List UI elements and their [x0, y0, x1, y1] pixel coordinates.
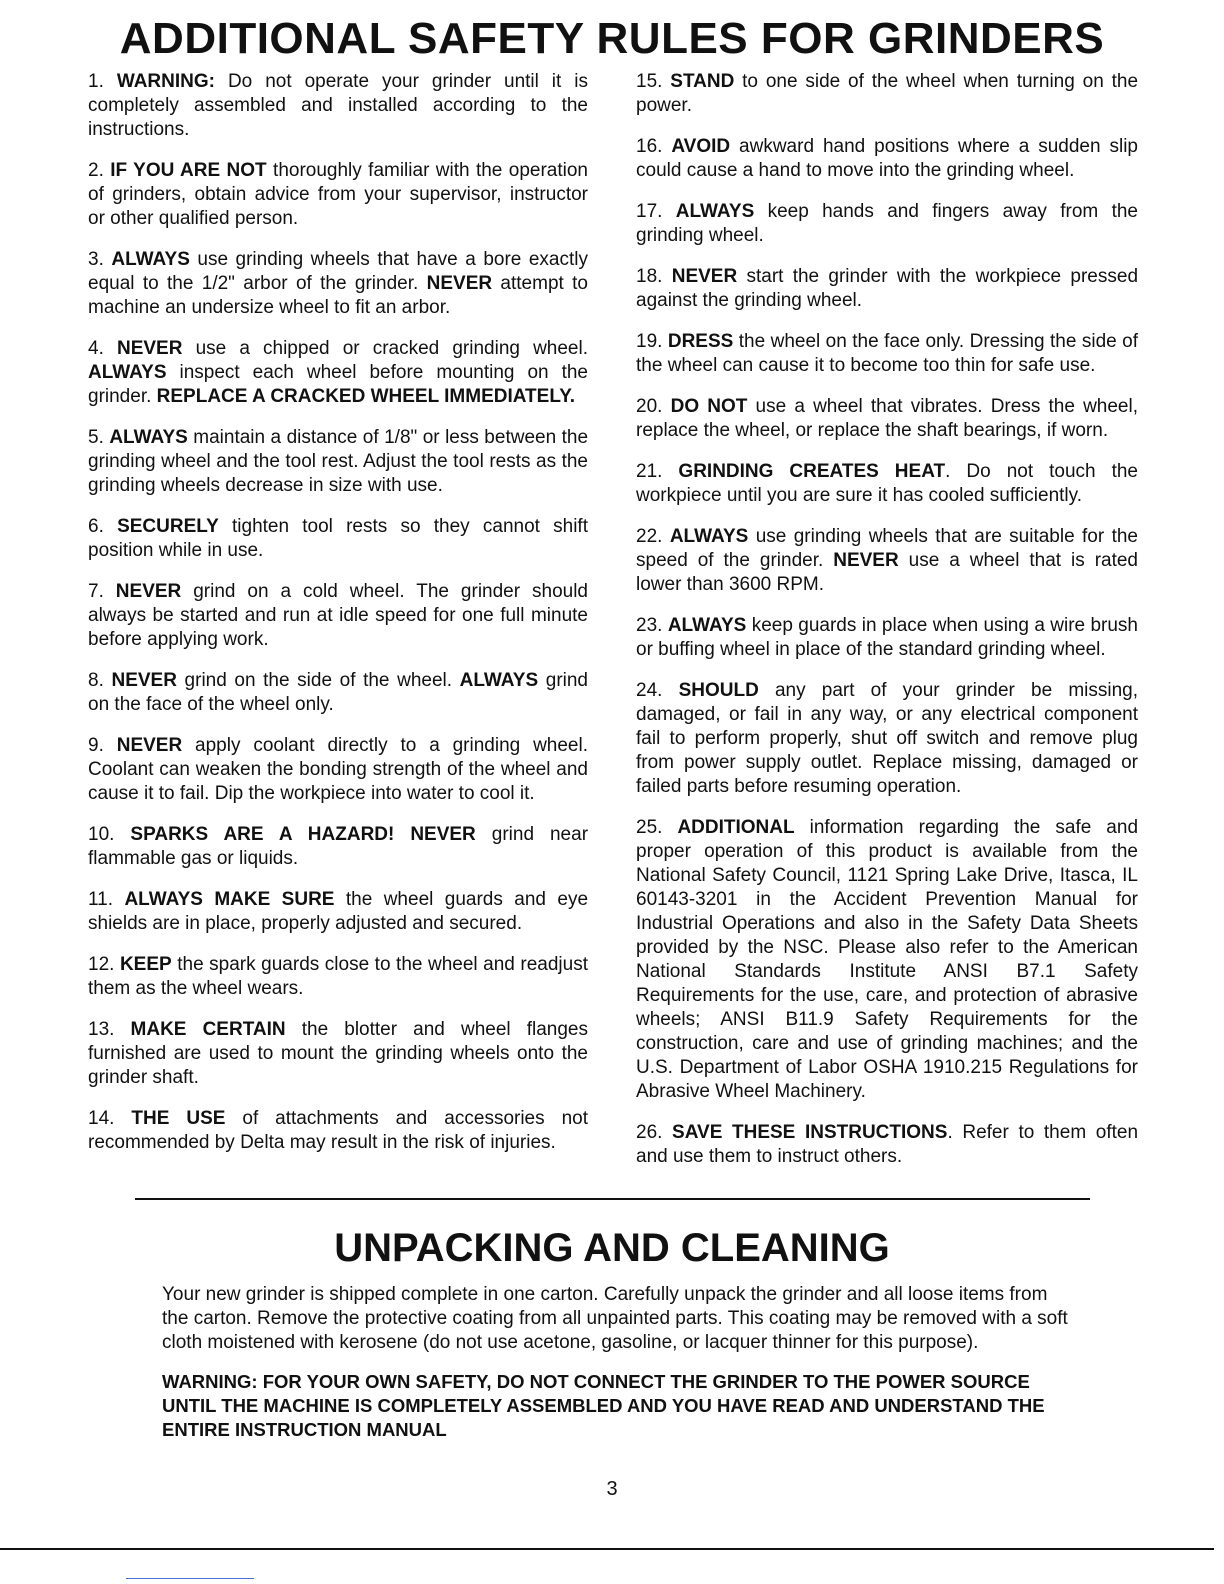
safety-rule — [636, 816, 1138, 1104]
safety-rule — [636, 265, 1138, 313]
safety-rule — [88, 888, 588, 936]
rule-keyword: ALWAYS — [675, 201, 755, 222]
rule-keyword: REPLACE A CRACKED WHEEL IMMEDIATELY. — [156, 386, 576, 407]
rule-text: start the grinder with the workpiece pressed against the grinding wheel. — [636, 266, 1139, 311]
rule-text: tighten tool rests so they cannot shift position while in use. — [88, 516, 588, 561]
rule-number: 13. — [88, 1019, 115, 1040]
rule-keyword: NEVER — [115, 581, 182, 602]
rule-number: 14. — [88, 1108, 115, 1129]
page-number: 3 — [606, 1478, 618, 1500]
rule-keyword: ALWAYS — [459, 670, 539, 691]
section-title: UNPACKING AND CLEANING — [334, 1226, 890, 1270]
rule-text: thoroughly familiar with the operation of grinders, obtain advice from your supervisor, instructor or other qualified person. — [88, 160, 588, 229]
rule-number: 16. — [636, 136, 663, 157]
rule-keyword: NEVER — [111, 670, 177, 691]
rule-text: keep hands and fingers away from the grinding wheel. — [636, 201, 1138, 246]
rule-number: 21. — [636, 461, 663, 482]
rule-keyword: ALWAYS — [669, 526, 749, 547]
rule-text: grind near flammable gas or liquids. — [88, 824, 589, 869]
safety-rule — [636, 679, 1138, 799]
rule-text: the blotter and wheel flanges furnished are used to mount the grinding wheels onto the grinder shaft. — [88, 1019, 588, 1088]
rule-keyword: NEVER — [116, 735, 183, 756]
rule-text: . Do not touch the workpiece until you are sure it has cooled sufficiently. — [636, 461, 1138, 506]
page-title: ADDITIONAL SAFETY RULES FOR GRINDERS — [119, 14, 1105, 63]
rule-keyword: ALWAYS — [111, 249, 190, 270]
rule-text: . Refer to them often and use them to instruct others. — [636, 1122, 1139, 1167]
rule-text: grind on the face of the wheel only. — [88, 670, 588, 715]
safety-rule — [88, 669, 588, 717]
rule-keyword: AVOID — [671, 136, 731, 157]
rule-number: 26. — [636, 1122, 663, 1143]
safety-rule — [88, 159, 588, 231]
safety-rule — [88, 248, 588, 320]
rule-keyword: NEVER — [426, 273, 493, 294]
safety-rule — [636, 70, 1138, 118]
rule-keyword: ALWAYS — [109, 427, 188, 448]
rule-number: 10. — [88, 824, 115, 845]
warning-notice: WARNING: FOR YOUR OWN SAFETY, DO NOT CONNECT THE GRINDER TO THE POWER SOURCE UNTIL THE MACHINE IS COMPLETELY ASSEMBLED AND YOU HAVE READ AND UNDERSTAND THE ENTIRE INSTRUCTION MANUAL — [162, 1371, 1045, 1440]
safety-rule — [88, 734, 588, 806]
footer-rule — [0, 1548, 1214, 1550]
rule-text: information regarding the safe and proper operation of this product is available from the National Safety Council, 1121 Spring Lake Drive, Itasca, IL 60143-3201 in the Accident Prevention Manual for Industrial Operations and also in the Safety Data Sheets provided by the NSC. Please also refer to the American National Standards Institute ANSI B7.1 Safety Requirements for the use, care, and protection of abrasive wheels; ANSI B11.9 Safety Requirements for the construction, care and use of grinding machines; and the U.S. Department of Labor OSHA 1910.215 Regulations for Abrasive Wheel Machinery. — [636, 817, 1139, 1102]
safety-rule — [88, 580, 588, 652]
rule-keyword: SPARKS ARE A HAZARD! NEVER — [130, 824, 476, 845]
safety-rule — [88, 1018, 588, 1090]
rule-keyword: SAVE THESE INSTRUCTIONS — [672, 1122, 948, 1143]
rule-text: use a wheel that vibrates. Dress the wheel, replace the wheel, or replace the shaft bearings, if worn. — [636, 396, 1138, 441]
rule-text: Do not operate your grinder until it is completely assembled and installed according to the instructions. — [88, 71, 588, 140]
rule-number: 12. — [88, 954, 115, 975]
rule-keyword: SECURELY — [117, 516, 219, 537]
rule-keyword: GRINDING CREATES HEAT — [678, 461, 946, 482]
safety-rule — [636, 135, 1138, 183]
rule-text: inspect each wheel before mounting on the grinder. — [88, 362, 588, 407]
rule-text: use grinding wheels that are suitable for the speed of the grinder. — [636, 526, 1138, 571]
rule-text: use grinding wheels that have a bore exactly equal to the 1/2" arbor of the grinder. — [88, 249, 588, 294]
rule-keyword: ALWAYS — [88, 362, 167, 383]
safety-rule — [88, 823, 588, 871]
rule-number: 19. — [636, 331, 663, 352]
safety-rule — [88, 953, 588, 1001]
rule-keyword: IF YOU ARE NOT — [110, 160, 267, 181]
safety-rule — [88, 337, 588, 409]
rules-left-column — [88, 70, 588, 1172]
rule-text: keep guards in place when using a wire brush or buffing wheel in place of the standard grinding wheel. — [636, 615, 1139, 660]
safety-rule — [636, 460, 1138, 508]
rule-number: 24. — [636, 680, 663, 701]
rule-text: the wheel guards and eye shields are in place, properly adjusted and secured. — [88, 889, 589, 934]
rule-keyword: NEVER — [833, 550, 899, 571]
rule-number: 3. — [88, 249, 104, 270]
rule-keyword: ADDITIONAL — [677, 817, 795, 838]
rule-number: 18. — [636, 266, 663, 287]
rule-keyword: ALWAYS MAKE SURE — [124, 889, 335, 910]
rule-keyword: SHOULD — [678, 680, 759, 701]
footer-mark — [126, 1578, 254, 1579]
rule-number: 5. — [88, 427, 104, 448]
rule-number: 8. — [88, 670, 104, 691]
rule-text: use a chipped or cracked grinding wheel. — [182, 338, 589, 359]
rule-number: 20. — [636, 396, 663, 417]
rule-keyword: NEVER — [671, 266, 738, 287]
safety-rule — [88, 70, 588, 142]
unpacking-intro: Your new grinder is shipped complete in one carton. Carefully unpack the grinder and all loose items from the carton. Remove the protective coating from all unpainted parts. This coating may be removed with a soft cloth moistened with kerosene (do not use acetone, gasoline, or lacquer thinner for this purpose). — [162, 1284, 1068, 1353]
rule-text: any part of your grinder be missing, damaged, or fail in any way, or any electrical component fail to perform properly, shut off switch and remove plug from power supply outlet. Replace missing, damaged or failed parts before resuming operation. — [636, 680, 1139, 797]
rule-keyword: DRESS — [667, 331, 734, 352]
rule-number: 25. — [636, 817, 663, 838]
rule-text: apply coolant directly to a grinding wheel. Coolant can weaken the bonding strength of the wheel and cause it to fail. Dip the workpiece into water to cool it. — [88, 735, 588, 804]
safety-rule — [88, 515, 588, 563]
rule-number: 23. — [636, 615, 663, 636]
rule-keyword: WARNING: — [116, 71, 215, 92]
safety-rule — [636, 330, 1138, 378]
section-divider — [135, 1198, 1090, 1200]
rule-text: use a wheel that is rated lower than 3600 RPM. — [636, 550, 1138, 595]
safety-rule — [88, 426, 588, 498]
safety-rule — [88, 1107, 588, 1155]
rule-number: 4. — [88, 338, 104, 359]
rule-keyword: MAKE CERTAIN — [130, 1019, 286, 1040]
rule-keyword: THE USE — [131, 1108, 226, 1129]
rule-keyword: KEEP — [119, 954, 172, 975]
safety-rule — [636, 614, 1138, 662]
rule-number: 17. — [636, 201, 663, 222]
rule-text: awkward hand positions where a sudden slip could cause a hand to move into the grinding wheel. — [636, 136, 1139, 181]
rule-keyword: STAND — [670, 71, 735, 92]
rule-keyword: ALWAYS — [667, 615, 747, 636]
rule-number: 1. — [88, 71, 104, 92]
rule-number: 6. — [88, 516, 104, 537]
rule-number: 22. — [636, 526, 663, 547]
rule-text: grind on the side of the wheel. — [176, 670, 460, 691]
rules-right-column — [636, 70, 1138, 1186]
rule-text: to one side of the wheel when turning on the power. — [636, 71, 1139, 116]
rule-number: 9. — [88, 735, 104, 756]
rule-number: 7. — [88, 581, 104, 602]
rule-keyword: DO NOT — [670, 396, 748, 417]
rule-number: 11. — [88, 889, 114, 910]
rule-text: the spark guards close to the wheel and readjust them as the wheel wears. — [88, 954, 588, 999]
rule-text: maintain a distance of 1/8" or less between the grinding wheel and the tool rest. Adjust the tool rests as the grinding wheels decrease in size with use. — [88, 427, 589, 496]
safety-rule — [636, 395, 1138, 443]
rule-number: 2. — [88, 160, 104, 181]
rule-text: the wheel on the face only. Dressing the side of the wheel can cause it to become too thin for safe use. — [636, 331, 1138, 376]
safety-rule — [636, 200, 1138, 248]
rule-number: 15. — [636, 71, 663, 92]
safety-rule — [636, 525, 1138, 597]
rule-text: of attachments and accessories not recommended by Delta may result in the risk of injuries. — [88, 1108, 588, 1153]
rule-keyword: NEVER — [116, 338, 183, 359]
safety-rule — [636, 1121, 1138, 1169]
rule-text: grind on a cold wheel. The grinder should always be started and run at idle speed for one full minute before applying work. — [88, 581, 588, 650]
rule-text: attempt to machine an undersize wheel to fit an arbor. — [88, 273, 588, 318]
